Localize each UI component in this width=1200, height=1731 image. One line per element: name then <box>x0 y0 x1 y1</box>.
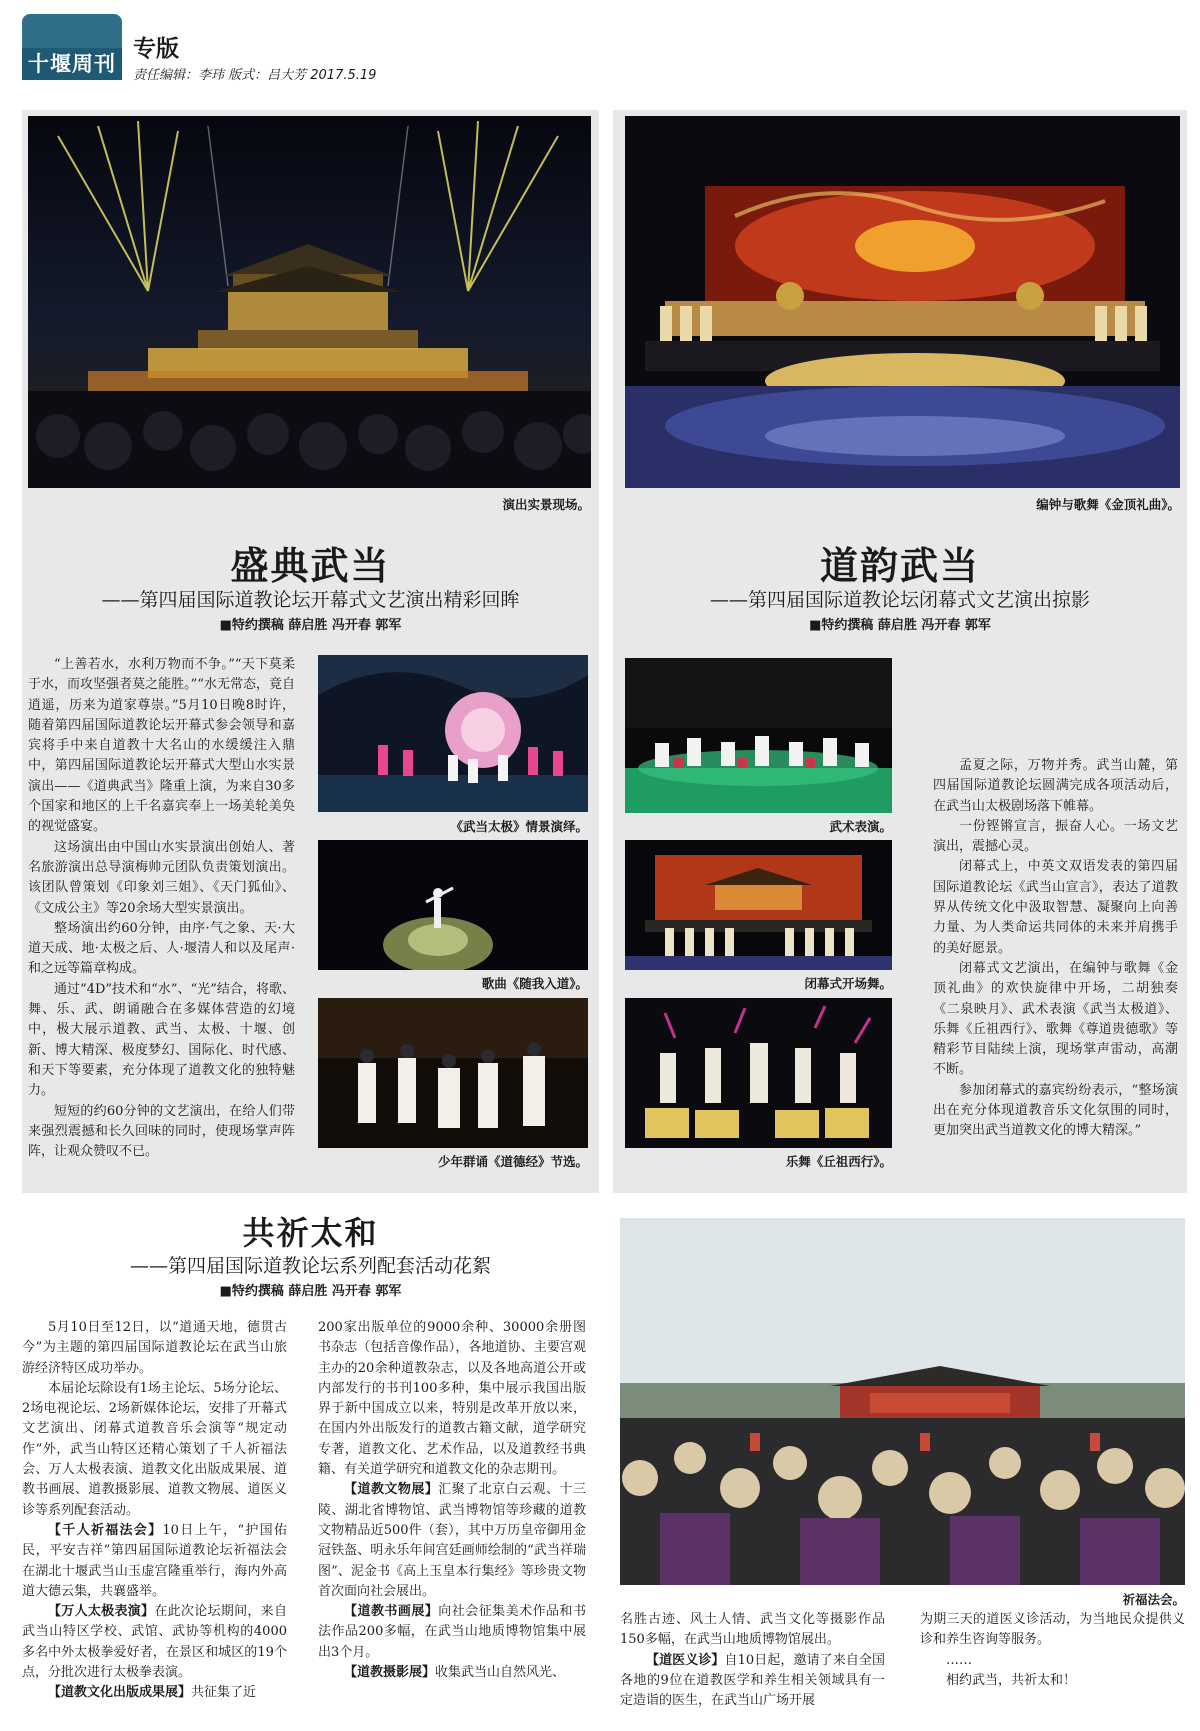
paragraph <box>318 1480 586 1602</box>
section-lead: 【道医义诊】 <box>646 1652 725 1668</box>
section-lead: 【道教书画展】 <box>344 1604 439 1620</box>
page-credits: 责任编辑：李玮 版式：吕大芳 2017.5.19 <box>133 68 377 83</box>
paragraph: 参加闭幕式的嘉宾纷纷表示，“整场演出在充分体现道教音乐文化氛围的同时，更加突出武当道教文化的博大精深。” <box>933 1082 1178 1139</box>
paragraph-text: 在此次论坛期间，来自武当山特区学校、武馆、武协等机构的4000多名中外太极拳爱好者，在景区和城区的19个点，分批次进行太极拳表演。 <box>22 1604 287 1681</box>
paragraph-text: 汇聚了北京白云观、十三陵、湖北省博物馆、武当博物馆等珍藏的道教文物精品近500件（套），其中万历皇帝御用金冠铁盔、明永乐年间宫廷画师绘制的“武当祥瑞图”、泥金书《高上玉皇本行集经》等珍贵文物首次面向社会展出。 <box>318 1482 586 1599</box>
article-column-4 <box>920 1610 1185 1691</box>
photo-martial-arts <box>625 658 892 813</box>
photo-caption: 武术表演。 <box>829 819 892 834</box>
logo-emblem <box>22 14 122 48</box>
masthead-logo <box>22 14 122 80</box>
section-name: 专版 <box>133 35 179 62</box>
paragraph: 这场演出由中国山水实景演出创始人、著名旅游演出总导演梅帅元团队负责策划演出。该团队曾策划《印象刘三姐》、《天门狐仙》、《文成公主》等20余场大型实景演出。 <box>28 839 295 916</box>
photo-taiji-scene <box>318 655 588 812</box>
paragraph <box>318 1663 586 1683</box>
subheadline: ——第四届国际道教论坛系列配套活动花絮 <box>129 1255 491 1277</box>
subheadline: ——第四届国际道教论坛闭幕式文艺演出掠影 <box>709 589 1090 611</box>
paragraph <box>318 1318 586 1480</box>
byline: ■特约撰稿 薛启胜 冯开春 郭军 <box>809 618 991 633</box>
paragraph: 闭幕式文艺演出，在编钟与歌舞《金顶礼曲》的欢快旋律中开场，二胡独奏《二泉映月》、武术表演《武当太极道》、乐舞《丘祖西行》、歌舞《尊道贵德歌》等精彩节目陆续上演，现场掌声雷动，高潮不断。 <box>933 960 1178 1078</box>
photo-opening-dance <box>625 840 892 970</box>
photo-caption: 演出实景现场。 <box>502 497 590 512</box>
headline: 共祈太和 <box>242 1214 379 1252</box>
paragraph <box>920 1671 1185 1691</box>
paragraph: 短短的约60分钟的文艺演出，在给人们带来强烈震撼和长久回味的同时，使现场掌声阵阵，让观众赞叹不已。 <box>28 1103 295 1160</box>
photo-live-performance <box>28 116 591 488</box>
photo-caption: 歌曲《随我入道》。 <box>481 976 588 991</box>
paragraph: 整场演出约60分钟，由序·气之象、天·大道天成、地·太极之后、人·堰清人和以及尾声·和之远等篇章构成。 <box>28 920 295 977</box>
paragraph-text: 10日上午，“护国佑民，平安吉祥”第四届国际道教论坛祈福法会在湖北十堰武当山玉虚宫隆重举行，海内外高道大德云集，共襄盛举。 <box>22 1522 287 1599</box>
paragraph-text: …… <box>946 1652 972 1668</box>
paragraph-text: 共征集了近 <box>191 1685 257 1701</box>
article-column-1 <box>22 1318 287 1704</box>
article-column-2 <box>318 1318 586 1683</box>
logo-text: 十堰周刊 <box>22 48 122 80</box>
paragraph: 通过“4D”技术和“水”、“光”结合，将歌、舞、乐、武、朗诵融合在多媒体营造的幻境中，极大展示道教、武当、太极、十堰、创新、博大精深、极度梦幻、国际化、时代感、和天下等要素，充分体现了道教文化的独特魅力。 <box>28 981 295 1099</box>
article-body <box>933 756 1178 1142</box>
paragraph-text: 向社会征集美术作品和书法作品200多幅，在武当山地质博物馆集中展出3个月。 <box>318 1604 586 1660</box>
section-lead: 【万人太极表演】 <box>48 1604 155 1620</box>
photo-caption: 乐舞《丘祖西行》。 <box>785 1154 892 1169</box>
paragraph: 孟夏之际，万物并秀。武当山麓，第四届国际道教论坛圆满完成各项活动后，在武当山太极剧场落下帷幕。 <box>933 758 1178 814</box>
paragraph-text: 200家出版单位的9000余种、30000余册图书杂志（包括音像作品），各地道协、主要宫观主办的20余种道教杂志，以及各地高道公开或内部发行的书刊100多种，集中展示我国出版界于新中国成立以来，特别是改革开放以来，在国内外出版发行的道教古籍文献，道学研究专著，道教文化、艺术作品，以及道教经书典籍、有关道学研究和道教文化的杂志期刊。 <box>318 1320 586 1478</box>
paragraph <box>920 1610 1185 1651</box>
paragraph <box>22 1683 287 1703</box>
article-column-3 <box>620 1610 885 1711</box>
paragraph <box>318 1602 586 1663</box>
paragraph-text: 本届论坛除设有1场主论坛、5场分论坛、2场电视论坛、2场新媒体论坛，安排了开幕式文艺演出、闭幕式道教音乐会演等“规定动作”外，武当山特区还精心策划了千人祈福法会、万人太极表演、道教文化出版成果展、道教书画展、道教摄影展、道教文物展、道医义诊等系列配套活动。 <box>22 1380 287 1518</box>
photo-recitation <box>318 998 588 1148</box>
headline: 盛典武当 <box>230 543 391 588</box>
section-lead: 【道教文化出版成果展】 <box>48 1685 192 1701</box>
photo-caption: 闭幕式开场舞。 <box>804 976 892 991</box>
paragraph <box>620 1610 885 1651</box>
section-lead: 【道教摄影展】 <box>344 1665 436 1681</box>
byline: ■特约撰稿 薛启胜 冯开春 郭军 <box>219 618 402 633</box>
paragraph: 一份铿锵宣言，振奋人心。一场文艺演出，震撼心灵。 <box>933 818 1178 855</box>
paragraph <box>920 1651 1185 1671</box>
paragraph-text: 5月10日至12日，以“道通天地，德贯古今”为主题的第四届国际道教论坛在武当山旅游经济特区成功举办。 <box>22 1320 287 1376</box>
paragraph <box>22 1602 287 1683</box>
section-lead: 【千人祈福法会】 <box>48 1522 163 1538</box>
paragraph-text: 名胜古迹、风土人情、武当文化等摄影作品150多幅，在武当山地质博物馆展出。 <box>620 1612 885 1648</box>
headline: 道韵武当 <box>819 543 980 588</box>
photo-caption: 编钟与歌舞《金顶礼曲》。 <box>1036 497 1180 512</box>
paragraph-text: 相约武当，共祈太和！ <box>946 1672 1077 1688</box>
paragraph <box>22 1521 287 1602</box>
byline: ■特约撰稿 薛启胜 冯开春 郭军 <box>219 1284 402 1299</box>
paragraph-text: 为期三天的道医义诊活动，为当地民众提供义诊和养生咨询等服务。 <box>920 1612 1185 1648</box>
paragraph: 闭幕式上，中英文双语发表的第四届国际道教论坛《武当山宣言》，表达了道教界从传统文化中汲取智慧、凝聚向上向善力量、为人类命运共同体的未来并肩携手的美好愿景。 <box>933 859 1178 956</box>
paragraph: “上善若水，水利万物而不争。”“天下莫柔于水，而攻坚强者莫之能胜。”“水无常态，竟自逍遥，历来为道家尊崇。”5月10日晚8时许，随着第四届国际道教论坛开幕式参会领导和嘉宾将手中来自道教十大名山的水缓缓注入鼎中，第四届国际道教论坛开幕式大型山水实景演出——《道典武当》隆重上演，为来自30多个国家和地区的上千名嘉宾奉上一场美轮美奂的视觉盛宴。 <box>28 657 295 835</box>
paragraph-text: 收集武当山自然风光、 <box>435 1665 566 1681</box>
photo-caption: 祈福法会。 <box>1122 1592 1185 1607</box>
photo-song-performance <box>318 840 588 970</box>
photo-prayer-ceremony <box>620 1218 1185 1585</box>
paragraph-text: 自10日起，邀请了来自全国各地的9位在道教医学和养生相关领域具有一定造诣的医生，在武当山广场开展 <box>620 1652 885 1709</box>
paragraph <box>620 1651 885 1712</box>
photo-stage-performance <box>625 116 1180 488</box>
section-lead: 【道教文物展】 <box>344 1482 439 1498</box>
photo-caption: 《武当太极》情景演绎。 <box>450 819 588 834</box>
subheadline: ——第四届国际道教论坛开幕式文艺演出精彩回眸 <box>101 589 520 611</box>
paragraph <box>22 1318 287 1379</box>
photo-caption: 少年群诵《道德经》节选。 <box>437 1154 588 1169</box>
photo-qiuzu-dance <box>625 998 892 1148</box>
paragraph <box>22 1379 287 1521</box>
article-body <box>28 655 295 1162</box>
